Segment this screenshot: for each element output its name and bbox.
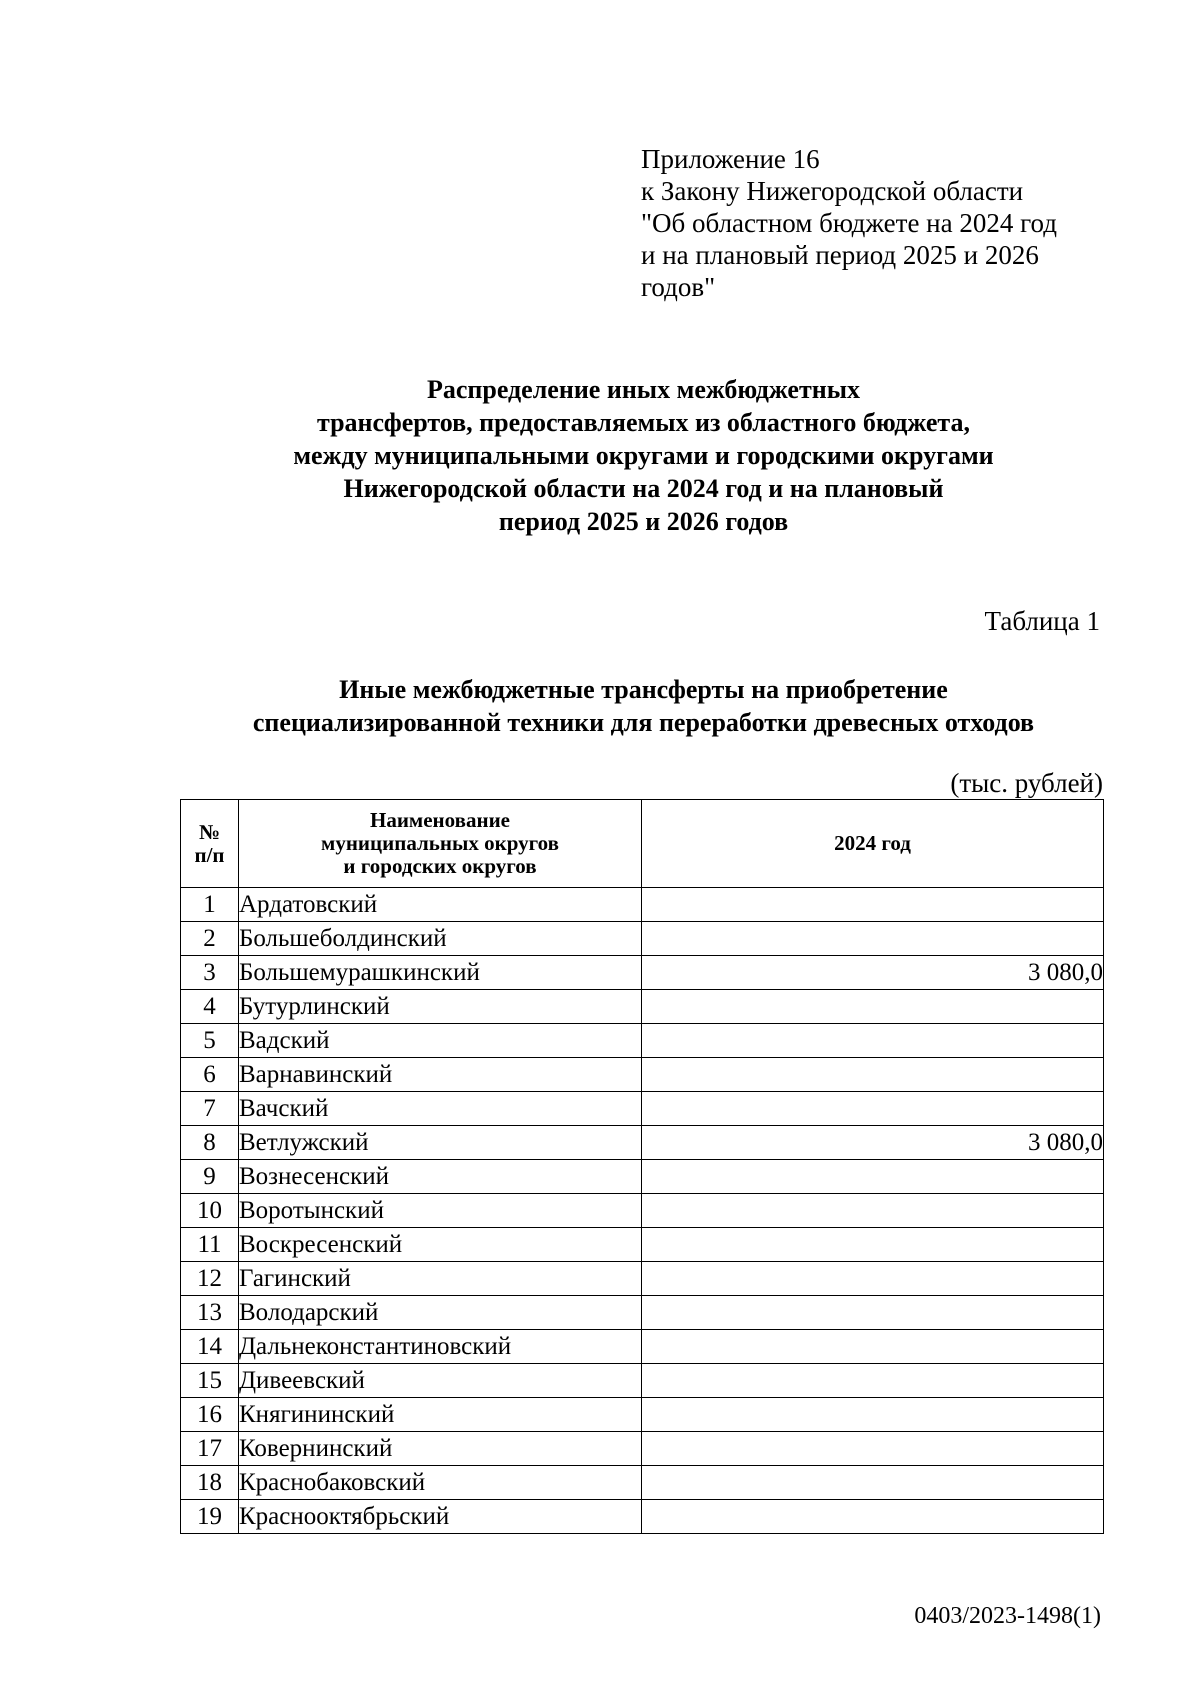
district-name: Воротынский — [239, 1194, 642, 1228]
row-number: 1 — [181, 888, 239, 922]
amount-2024 — [642, 1024, 1104, 1058]
district-name: Бутурлинский — [239, 990, 642, 1024]
district-name: Дивеевский — [239, 1364, 642, 1398]
units-label: (тыс. рублей) — [950, 768, 1103, 798]
table-row — [181, 922, 1104, 956]
amount-2024 — [642, 1160, 1104, 1194]
amount-2024 — [642, 1330, 1104, 1364]
appendix-line: Приложение 16 — [641, 144, 820, 174]
row-number: 3 — [181, 956, 239, 990]
district-name: Вачский — [239, 1092, 642, 1126]
district-name: Большемурашкинский — [239, 956, 642, 990]
district-name: Ардатовский — [239, 888, 642, 922]
row-number: 10 — [181, 1194, 239, 1228]
district-name: Большеболдинский — [239, 922, 642, 956]
amount-2024 — [642, 922, 1104, 956]
row-number: 19 — [181, 1500, 239, 1534]
district-name: Княгининский — [239, 1398, 642, 1432]
table-row — [181, 1262, 1104, 1296]
table-row — [181, 1058, 1104, 1092]
appendix-note — [641, 143, 1057, 303]
amount-2024 — [642, 1058, 1104, 1092]
title-line: трансфертов, предоставляемых из областного бюджета, — [316, 408, 970, 437]
row-number: 2 — [181, 922, 239, 956]
row-number: 6 — [181, 1058, 239, 1092]
row-number: 7 — [181, 1092, 239, 1126]
district-name: Краснооктябрьский — [239, 1500, 642, 1534]
amount-2024 — [642, 1194, 1104, 1228]
amount-2024 — [642, 1092, 1104, 1126]
title-line: Распределение иных межбюджетных — [426, 375, 861, 404]
table-title-line: специализированной техники для переработки древесных отходов — [252, 708, 1035, 737]
table-row — [181, 888, 1104, 922]
district-name: Варнавинский — [239, 1058, 642, 1092]
table-row — [181, 1092, 1104, 1126]
title-line: Нижегородской области на 2024 год и на плановый — [343, 474, 944, 503]
row-number: 18 — [181, 1466, 239, 1500]
title-line: период 2025 и 2026 годов — [498, 507, 789, 536]
row-number: 12 — [181, 1262, 239, 1296]
table-header-row — [181, 800, 1104, 888]
appendix-line: к Закону Нижегородской области — [641, 176, 1024, 206]
document-title — [0, 373, 1200, 538]
amount-2024 — [642, 1398, 1104, 1432]
header-year: 2024 год — [642, 800, 1104, 888]
row-number: 8 — [181, 1126, 239, 1160]
row-number: 16 — [181, 1398, 239, 1432]
header-name-line: муниципальных округов — [321, 831, 559, 855]
row-number: 9 — [181, 1160, 239, 1194]
row-number: 17 — [181, 1432, 239, 1466]
header-name-line: и городских округов — [343, 854, 537, 878]
amount-2024 — [642, 1296, 1104, 1330]
table-row — [181, 956, 1104, 990]
appendix-line: "Об областном бюджете на 2024 год — [641, 208, 1057, 238]
district-name: Ковернинский — [239, 1432, 642, 1466]
row-number: 11 — [181, 1228, 239, 1262]
header-name — [239, 800, 642, 888]
table-row — [181, 1398, 1104, 1432]
row-number: 15 — [181, 1364, 239, 1398]
title-line: между муниципальными округами и городскими округами — [293, 441, 994, 470]
table-body — [181, 888, 1104, 1534]
amount-2024 — [642, 1262, 1104, 1296]
header-name-line: Наименование — [370, 808, 510, 832]
transfers-table — [180, 799, 1104, 1534]
document-code: 0403/2023-1498(1) — [914, 1603, 1101, 1629]
row-number: 5 — [181, 1024, 239, 1058]
table-title — [0, 673, 1200, 739]
district-name: Воскресенский — [239, 1228, 642, 1262]
table-row — [181, 1160, 1104, 1194]
row-number: 14 — [181, 1330, 239, 1364]
district-name: Гагинский — [239, 1262, 642, 1296]
table-row — [181, 1194, 1104, 1228]
table-row — [181, 1228, 1104, 1262]
table-row — [181, 1364, 1104, 1398]
table-row — [181, 1432, 1104, 1466]
district-name: Вознесенский — [239, 1160, 642, 1194]
amount-2024 — [642, 1466, 1104, 1500]
table-title-line: Иные межбюджетные трансферты на приобретение — [339, 675, 948, 704]
table-row — [181, 1024, 1104, 1058]
amount-2024: 3 080,0 — [642, 1126, 1104, 1160]
amount-2024 — [642, 888, 1104, 922]
appendix-line: и на плановый период 2025 и 2026 — [641, 240, 1039, 270]
table-row — [181, 1500, 1104, 1534]
header-num-symbol: № — [198, 819, 221, 844]
district-name: Вадский — [239, 1024, 642, 1058]
district-name: Краснобаковский — [239, 1466, 642, 1500]
table-row — [181, 1126, 1104, 1160]
amount-2024 — [642, 990, 1104, 1024]
table-row — [181, 1466, 1104, 1500]
row-number: 4 — [181, 990, 239, 1024]
amount-2024 — [642, 1228, 1104, 1262]
header-num — [181, 800, 239, 888]
amount-2024 — [642, 1432, 1104, 1466]
district-name: Ветлужский — [239, 1126, 642, 1160]
table-row — [181, 1330, 1104, 1364]
table-row — [181, 990, 1104, 1024]
table-label: Таблица 1 — [984, 606, 1100, 636]
amount-2024: 3 080,0 — [642, 956, 1104, 990]
header-num-abbr: п/п — [194, 842, 225, 867]
table-row — [181, 1296, 1104, 1330]
appendix-line: годов" — [641, 272, 716, 302]
amount-2024 — [642, 1500, 1104, 1534]
district-name: Дальнеконстантиновский — [239, 1330, 642, 1364]
amount-2024 — [642, 1364, 1104, 1398]
row-number: 13 — [181, 1296, 239, 1330]
district-name: Володарский — [239, 1296, 642, 1330]
